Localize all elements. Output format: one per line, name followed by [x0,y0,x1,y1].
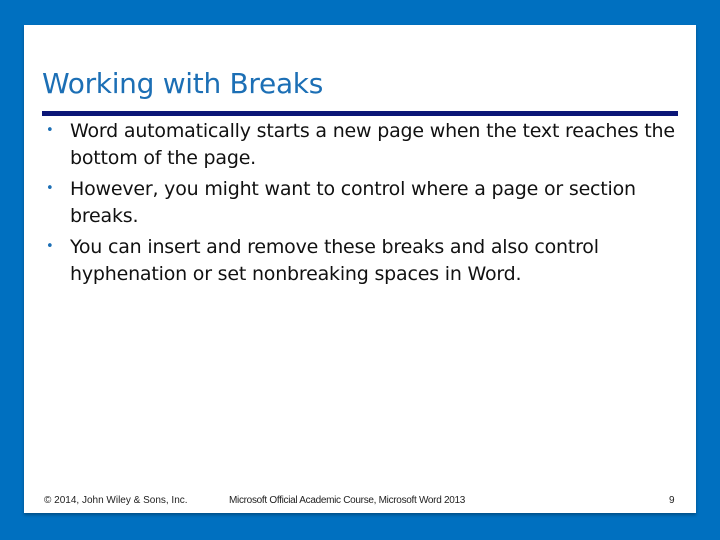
bullet-text: However, you might want to control where a page or section breaks. [70,178,636,227]
bullet-item [42,118,682,171]
slide-title: Working with Breaks [42,67,323,100]
bullet-icon: • [46,181,54,196]
bullet-icon: • [46,123,54,138]
bullet-text: Word automatically starts a new page when the text reaches the bottom of the page. [70,120,675,169]
footer-copyright: © 2014, John Wiley & Sons, Inc. [44,495,188,506]
slide [24,25,696,513]
footer-course: Microsoft Official Academic Course, Microsoft Word 2013 [229,495,466,506]
bullet-item [42,176,682,229]
bullet-item [42,234,682,287]
bullet-list [42,118,682,292]
bullet-icon: • [46,239,54,254]
title-divider [42,111,678,116]
bullet-text: You can insert and remove these breaks and also control hyphenation or set nonbreaking spaces in Word. [70,236,599,285]
page-number: 9 [669,495,675,506]
